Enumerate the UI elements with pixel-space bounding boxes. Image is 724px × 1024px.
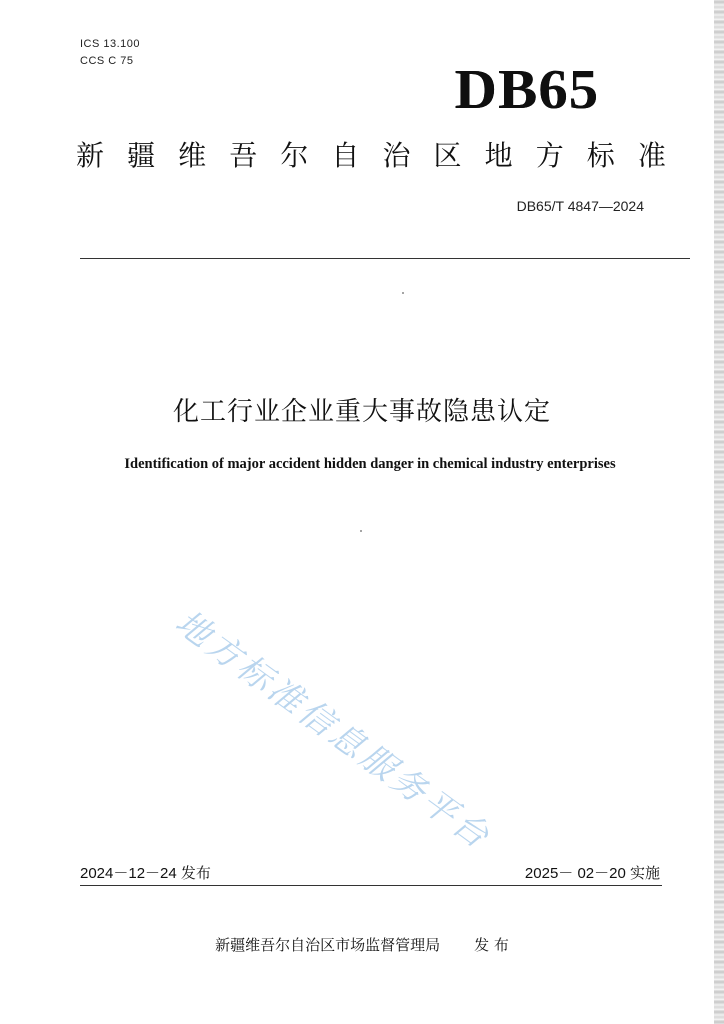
- scan-speck: [402, 292, 404, 294]
- standard-type-char: 新: [76, 139, 105, 172]
- publisher-name: 新疆维吾尔自治区市场监督管理局: [215, 936, 441, 954]
- logo-text: DB65: [454, 59, 600, 121]
- standard-type-char: 地: [484, 139, 513, 172]
- db65-logo: [454, 59, 600, 121]
- document-title-en: Identification of major accident hidden danger in chemical industry enterprises: [124, 456, 616, 472]
- standard-number: DB65/T 4847—2024: [516, 198, 644, 214]
- standard-type-char: 自: [331, 139, 360, 172]
- publish-word: 发 布: [474, 936, 509, 954]
- document-title-zh: 化工行业企业重大事故隐患认定: [172, 397, 551, 427]
- publisher-line: [0, 934, 724, 955]
- ics-code: ICS 13.100: [80, 38, 141, 50]
- standard-type-char: 治: [382, 139, 411, 172]
- implement-date: 2025－ 02－20 实施: [524, 865, 660, 882]
- scan-edge-artifact: [714, 0, 724, 1024]
- date-row: [80, 862, 660, 883]
- standard-type-char: 疆: [127, 139, 156, 172]
- standard-type-char: 准: [637, 139, 666, 172]
- standard-type-char: 标: [586, 139, 615, 172]
- standard-type-title: [76, 138, 666, 174]
- watermark-text: 地方标准信息服务平台: [167, 602, 499, 859]
- ccs-code: CCS C 75: [80, 55, 134, 67]
- scan-speck: [360, 530, 362, 532]
- classification-codes: [80, 36, 140, 70]
- standard-type-char: 方: [535, 139, 564, 172]
- standard-type-char: 维: [178, 139, 207, 172]
- footer-divider: [80, 885, 662, 886]
- standard-type-char: 吾: [229, 139, 258, 172]
- standard-type-char: 尔: [280, 139, 309, 172]
- standard-type-char: 区: [433, 139, 462, 172]
- header-divider: [80, 258, 690, 259]
- publish-date: 2024－12－24 发布: [80, 865, 211, 882]
